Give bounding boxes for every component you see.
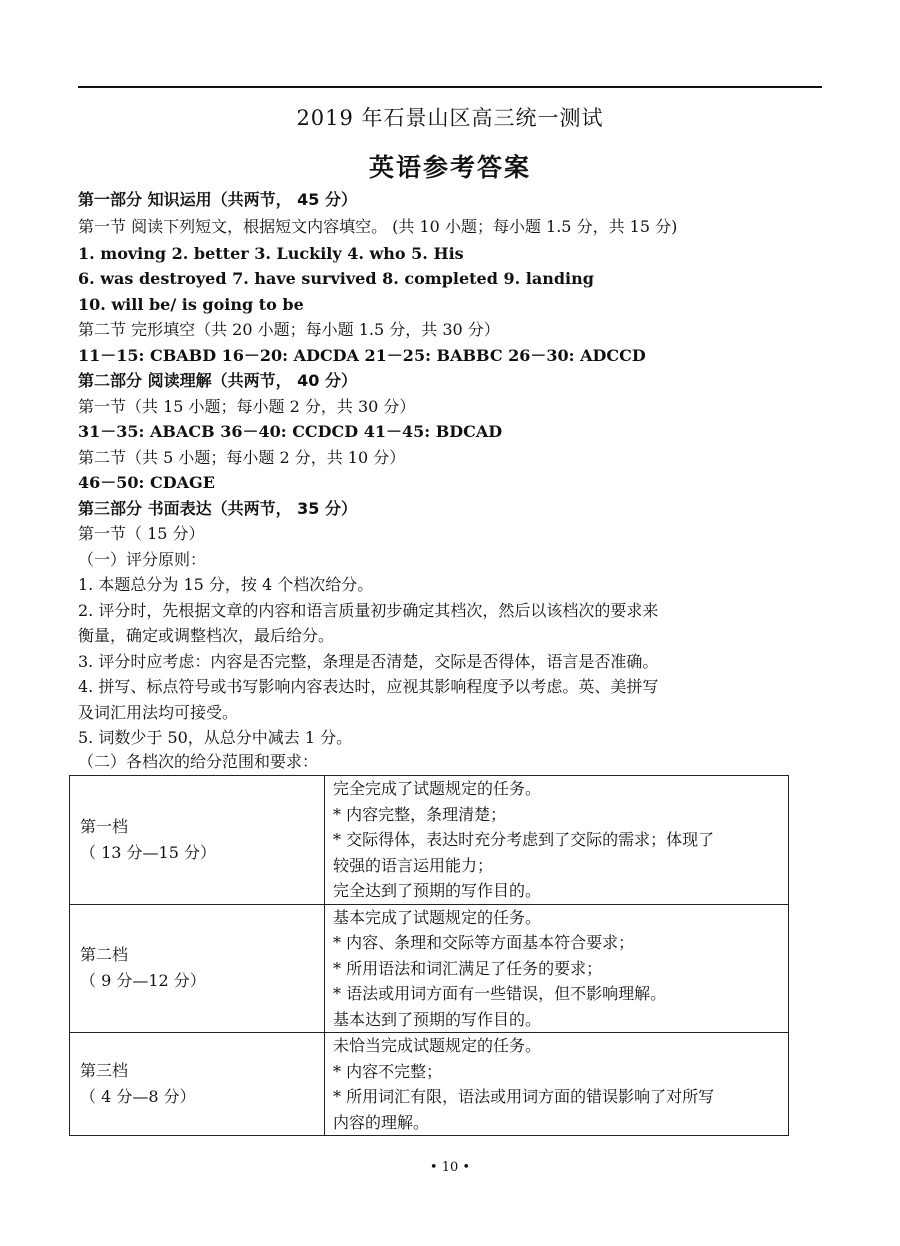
requirement-line: 完全完成了试题规定的任务。: [333, 779, 542, 798]
requirement-line: * 所用语法和词汇满足了任务的要求；: [333, 958, 603, 978]
principle-2-cont: 衡量，确定或调整档次，最后给分。: [78, 626, 335, 645]
part1-sec1-answers-1: 1. moving 2. better 3. Luckily 4. who 5. His: [78, 244, 464, 263]
levels-heading: （二）各档次的给分范围和要求：: [78, 752, 319, 771]
requirement-line: 完全达到了预期的写作目的。: [333, 881, 542, 900]
part3-sec1-heading: 第一节（ 15 分）: [78, 524, 205, 543]
page-number: • 10 •: [429, 1160, 471, 1175]
document-title: 2019 年石景山区高三统一测试: [296, 106, 604, 130]
requirement-line: 基本完成了试题规定的任务。: [333, 907, 542, 927]
part1-heading: 第一部分 知识运用（共两节， 45 分）: [78, 190, 357, 209]
principle-4-cont: 及词汇用法均可接受。: [78, 703, 239, 722]
grading-levels-table: [69, 775, 789, 1136]
level-cell: [70, 904, 325, 1033]
level-range: （ 4 分—8 分）: [80, 1087, 196, 1106]
requirement-line: 较强的语言运用能力；: [333, 855, 494, 875]
requirement-line: * 交际得体，表达时充分考虑到了交际的需求；体现了: [333, 830, 715, 849]
part1-sec1-answers-3: 10. will be/ is going to be: [78, 295, 304, 314]
requirements-cell: [325, 904, 789, 1033]
requirement-line: * 所用词汇有限，语法或用词方面的错误影响了对所写: [333, 1087, 715, 1106]
part1-sec1-heading: 第一节 阅读下列短文，根据短文内容填空。 (共 10 小题；每小题 1.5 分，共 15 分): [78, 217, 678, 236]
requirement-line: 未恰当完成试题规定的任务。: [333, 1036, 542, 1055]
part2-sec1-answers: 31－35: ABACB 36－40: CCDCD 41－45: BDCAD: [78, 422, 503, 441]
part1-sec2-answers: 11－15: CBABD 16－20: ADCDA 21－25: BABBC 26－30: ADCCD: [78, 346, 646, 365]
level-name: 第三档: [80, 1061, 129, 1080]
document-subtitle: 英语参考答案: [368, 153, 531, 182]
table-row: [70, 776, 789, 905]
table-row: [70, 1033, 789, 1136]
part1-sec1-answers-2: 6. was destroyed 7. have survived 8. completed 9. landing: [78, 269, 594, 288]
level-cell: [70, 776, 325, 905]
principle-3: 3. 评分时应考虑：内容是否完整，条理是否清楚，交际是否得体，语言是否准确。: [78, 652, 659, 671]
principle-5: 5. 词数少于 50，从总分中减去 1 分。: [78, 728, 353, 747]
principle-4: 4. 拼写、标点符号或书写影响内容表达时，应视其影响程度予以考虑。英、美拼写: [78, 677, 659, 696]
requirements-cell: [325, 1033, 789, 1136]
requirements-cell: [325, 776, 789, 905]
top-rule: [78, 86, 822, 88]
part2-sec1-heading: 第一节（共 15 小题；每小题 2 分，共 30 分）: [78, 397, 416, 416]
principle-2: 2. 评分时，先根据文章的内容和语言质量初步确定其档次，然后以该档次的要求来: [78, 601, 659, 620]
requirement-line: 基本达到了预期的写作目的。: [333, 1009, 542, 1029]
requirement-line: * 内容、条理和交际等方面基本符合要求；: [333, 933, 635, 952]
table-row: [70, 904, 789, 1033]
level-cell: [70, 1033, 325, 1136]
level-range: （ 9 分—12 分）: [80, 971, 206, 991]
part2-sec2-heading: 第二节（共 5 小题；每小题 2 分，共 10 分）: [78, 448, 406, 467]
requirement-line: 内容的理解。: [333, 1112, 430, 1132]
part3-heading: 第三部分 书面表达（共两节， 35 分）: [78, 499, 357, 518]
requirement-line: * 内容完整，条理清楚；: [333, 804, 507, 824]
requirement-line: * 内容不完整；: [333, 1061, 443, 1081]
level-name: 第一档: [80, 816, 129, 836]
principle-1: 1. 本题总分为 15 分，按 4 个档次给分。: [78, 575, 374, 594]
requirement-line: * 语法或用词方面有一些错误，但不影响理解。: [333, 984, 667, 1003]
level-name: 第二档: [80, 945, 129, 965]
level-range: （ 13 分—15 分）: [80, 842, 216, 862]
principles-heading: （一）评分原则：: [78, 550, 207, 569]
part2-sec2-answers: 46－50: CDAGE: [78, 473, 215, 492]
part1-sec2-heading: 第二节 完形填空（共 20 小题；每小题 1.5 分，共 30 分）: [78, 320, 500, 339]
part2-heading: 第二部分 阅读理解（共两节， 40 分）: [78, 371, 357, 390]
